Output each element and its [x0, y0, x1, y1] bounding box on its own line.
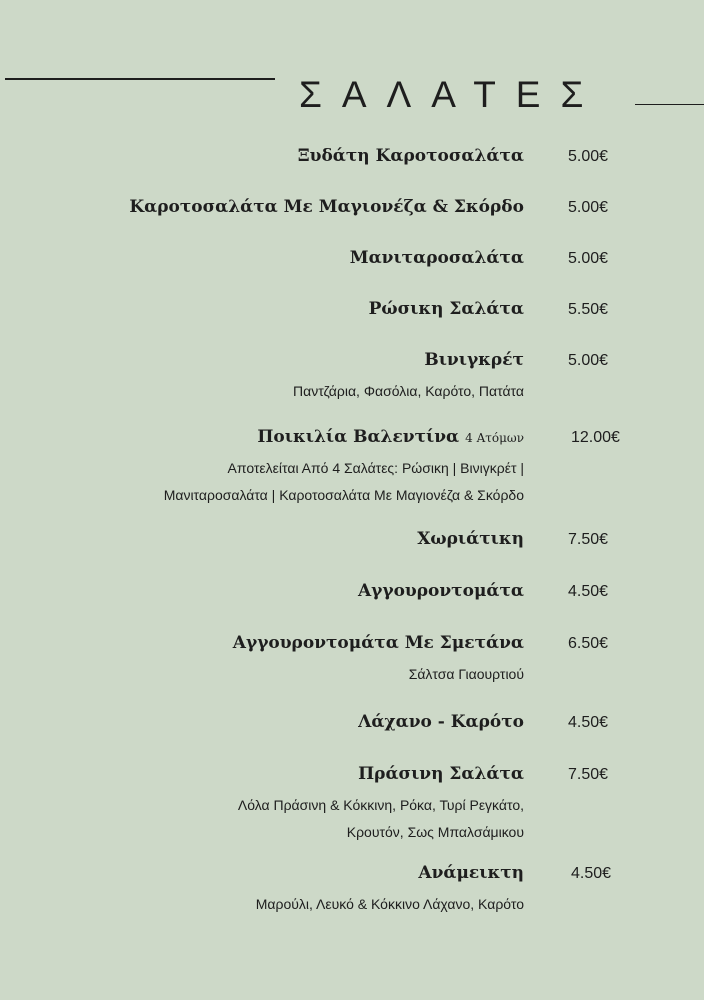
item-name: Πράσινη Σαλάτα — [358, 764, 524, 784]
item-description-line: Μανιταροσαλάτα | Καροτοσαλάτα Με Μαγιονέζα & Σκόρδο — [163, 487, 524, 503]
page-title: ΣΑΛΑΤΕΣ — [299, 74, 604, 115]
item-price: 4.50€ — [571, 865, 612, 882]
item-price: 4.50€ — [568, 583, 609, 600]
item-name: Λάχανο - Καρότο — [358, 712, 524, 732]
item-description — [256, 891, 524, 918]
item-description-line: Σάλτσα Γιαουρτιού — [408, 666, 524, 682]
item-description-line: Λόλα Πράσινη & Κόκκινη, Ρόκα, Τυρί Ρεγκάτο, — [237, 797, 524, 813]
item-name: Ρώσικη Σαλάτα — [368, 299, 524, 319]
header-rule-right — [635, 104, 704, 105]
item-serving-note: 4 Ατόμων — [465, 431, 524, 445]
item-name: Ανάμεικτη — [418, 863, 524, 883]
item-name: Αγγουροντομάτα — [357, 581, 524, 601]
item-price: 5.00€ — [568, 148, 609, 165]
item-price: 5.00€ — [568, 250, 609, 267]
item-name: Ξυδάτη Καροτοσαλάτα — [297, 146, 524, 166]
item-price: 7.50€ — [568, 531, 609, 548]
item-description-line: Μαρούλι, Λευκό & Κόκκινο Λάχανο, Καρότο — [255, 896, 524, 912]
item-price: 5.00€ — [568, 352, 609, 369]
item-description-line: Αποτελείται Από 4 Σαλάτες: Ρώσικη | Βινιγκρέτ | — [227, 460, 524, 476]
item-name-text: Ποικιλία Βαλεντίνα — [257, 427, 460, 447]
item-name: Βινιγκρέτ — [424, 350, 524, 370]
item-name: Αγγουροντομάτα Με Σμετάνα — [232, 633, 524, 653]
item-description-line: Παντζάρια, Φασόλια, Καρότο, Πατάτα — [293, 383, 524, 399]
item-name: Καροτοσαλάτα Με Μαγιονέζα & Σκόρδο — [129, 197, 524, 217]
item-name: Μανιταροσαλάτα — [349, 248, 524, 268]
item-description — [238, 792, 524, 846]
item-price: 6.50€ — [568, 635, 609, 652]
item-price: 5.00€ — [568, 199, 609, 216]
header-rule-left — [5, 78, 275, 80]
item-description — [164, 455, 524, 509]
item-description-line: Κρουτόν, Σως Μπαλσάμικου — [346, 824, 524, 840]
item-description — [293, 378, 524, 405]
item-price: 12.00€ — [571, 429, 620, 446]
item-name — [257, 426, 524, 449]
item-name: Χωριάτικη — [417, 529, 524, 549]
item-price: 5.50€ — [568, 301, 609, 318]
item-price: 7.50€ — [568, 766, 609, 783]
item-description — [409, 661, 524, 688]
item-price: 4.50€ — [568, 714, 609, 731]
